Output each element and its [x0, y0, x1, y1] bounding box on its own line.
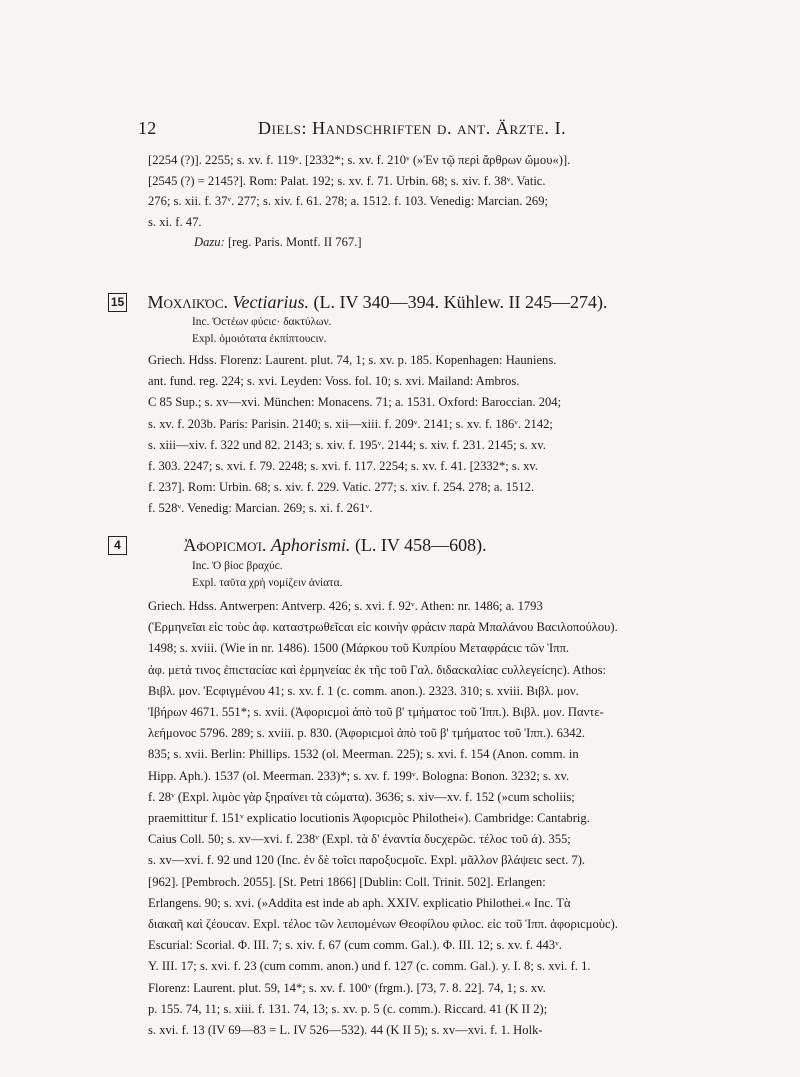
manuscript-line: διακαῆ καὶ ζέουcαν. Expl. τέλοc τῶν λειπομένων Θεοφίλου φιλοc. εἰc τοῦ Ἱππ. ἀφοριcμοὺc).: [148, 917, 618, 932]
text-line: [2254 (?)]. 2255; s. xv. f. 119ᵛ. [2332*; s. xv. f. 210ᵛ (»Ἐν τῷ περὶ ἄρθρων ὤμου«)].: [148, 153, 571, 167]
entry-4-incipit: [192, 558, 342, 592]
manuscript-line: 835; s. xvii. Berlin: Phillips. 1532 (ol. Meerman. 225); s. xvi. f. 154 (Anon. comm. in: [148, 747, 579, 762]
entry-number-box: 15: [108, 293, 127, 312]
manuscript-line: Griech. Hdss. Antwerpen: Antverp. 426; s. xvi. f. 92ᵛ. Athen: nr. 1486; a. 1793: [148, 599, 543, 613]
entry-4-manuscripts: [148, 596, 704, 1041]
dazu-label: Dazu:: [194, 235, 225, 250]
entry-15-incipit: [192, 314, 332, 348]
manuscript-line: Florenz: Laurent. plut. 59, 14*; s. xv. f. 100ᵛ (frgm.). [73, 7. 8. 22]. 74, 1; s. xv.: [148, 980, 546, 995]
greek-title: Μοχλικόc.: [147, 292, 228, 312]
manuscript-line: Escurial: Scorial. Φ. III. 7; s. xiv. f. 67 (cum comm. Gal.). Φ. III. 12; s. xv. f. 443ᵛ.: [148, 938, 562, 953]
page-number: 12: [138, 118, 157, 138]
entry-15-heading: [108, 290, 708, 314]
latin-title: Aphorismi.: [270, 535, 351, 555]
manuscript-line: [962]. [Pembroch. 2055]. [St. Petri 1866] [Dublin: Coll. Trinit. 502]. Erlangen:: [148, 874, 546, 889]
running-title: Diels: Handschriften d. ant. Ärzte. I.: [258, 118, 567, 138]
manuscript-line: s. xv—xvi. f. 92 und 120 (Inc. ἐν δὲ τοῖcι παροξυcμοῖc. Expl. μᾶλλον βλάψειc sect. 7).: [148, 853, 586, 868]
manuscript-line: ant. fund. reg. 224; s. xvi. Leyden: Voss. fol. 10; s. xvi. Mailand: Ambros.: [148, 374, 520, 389]
manuscript-line: (Ἑρμηνεῖαι εἰc τοὺc ἀφ. καταστρωθεῖcαι εἰc κοινὴν φράcιν παρὰ Μπαλάνου Βαcιλοπούλου).: [148, 620, 618, 635]
manuscript-line: praemittitur f. 151ᵛ explicatio locutionis Ἀφοριcμὸc Philothei«). Cambridge: Cantabrig.: [148, 811, 590, 826]
manuscript-line: f. 237]. Rom: Urbin. 68; s. xiv. f. 229. Vatic. 277; s. xiv. f. 254. 278; a. 1512.: [148, 480, 535, 495]
entry-15-manuscripts: [148, 350, 704, 520]
explicit: Expl. ταῦτα χρὴ νομίζειν ἀνίατα.: [192, 577, 343, 589]
manuscript-line: Υ. III. 17; s. xvi. f. 23 (cum comm. anon.) und f. 127 (c. comm. Gal.). y. I. 8; s. xvi. f. 1.: [148, 959, 591, 974]
continuation-block: [148, 150, 704, 253]
manuscript-line: p. 155. 74, 11; s. xiii. f. 131. 74, 13; s. xv. p. 5 (c. comm.). Riccard. 41 (K II 2);: [148, 1001, 548, 1016]
latin-title: Vectiarius.: [232, 292, 309, 312]
manuscript-line: f. 28ᵛ (Expl. λιμὸc γὰρ ξηραίνει τὰ cώματα). 3636; s. xiv—xv. f. 152 (»cum scholiis;: [148, 789, 575, 804]
manuscript-line: 1498; s. xviii. (Wie in nr. 1486). 1500 (Μάρκου τοῦ Κυπρίου Μεταφράcιc τῶν Ἱππ.: [148, 641, 570, 656]
greek-title: Ἀφοριcμοί.: [183, 535, 267, 555]
text-line: [2545 (?) = 2145?]. Rom: Palat. 192; s. xv. f. 71. Urbin. 68; s. xiv. f. 38ᵛ. Vatic.: [148, 173, 546, 188]
text-line: s. xi. f. 47.: [148, 214, 202, 229]
manuscript-line: s. xv. f. 203b. Paris: Parisin. 2140; s. xii—xiii. f. 209ᵛ. 2141; s. xv. f. 186ᵛ. 2142;: [148, 416, 553, 431]
manuscript-line: Hipp. Aph.). 1537 (ol. Meerman. 233)*; s. xv. f. 199ᵛ. Bologna: Bonon. 3232; s. xv.: [148, 768, 570, 783]
manuscript-line: C 85 Sup.; s. xv—xvi. München: Monacens. 71; a. 1531. Oxford: Baroccian. 204;: [148, 395, 562, 410]
manuscript-line: Caius Coll. 50; s. xv—xvi. f. 238ᵛ (Expl. τὰ δ' ἐναντία δυcχερῶc. τέλοc τοῦ ά). 355;: [148, 832, 571, 847]
manuscript-line: s. xiii—xiv. f. 322 und 82. 2143; s. xiv. f. 195ᵛ. 2144; s. xiv. f. 231. 2145; s. xv.: [148, 437, 546, 452]
manuscript-line: Griech. Hdss. Florenz: Laurent. plut. 74, 1; s. xv. p. 185. Kopenhagen: Hauniens.: [148, 353, 557, 367]
manuscript-line: f. 528ᵛ. Venedig: Marcian. 269; s. xi. f. 261ᵛ.: [148, 501, 373, 516]
explicit: Expl. ὁμοιότατα ἐκπίπτουcιν.: [192, 333, 327, 345]
entry-number-box: 4: [108, 536, 127, 555]
incipit: Inc. Ὁ βίοc βραχύc.: [192, 560, 283, 572]
text-line: 276; s. xii. f. 37ᵛ. 277; s. xiv. f. 61. 278; a. 1512. f. 103. Venedig: Marcian. 269;: [148, 194, 549, 209]
dazu-text: [reg. Paris. Montf. II 767.]: [227, 235, 362, 250]
dazu-line: [148, 232, 704, 253]
entry-4-heading: [108, 533, 708, 557]
reference-range: (L. IV 340—394. Kühlew. II 245—274).: [313, 292, 608, 312]
manuscript-line: Ἰβήρων 4671. 551*; s. xvii. (Ἀφοριcμοὶ ἀπὸ τοῦ β' τμήματοc τοῦ Ἱππ.). Βιβλ. μον. Παντε-: [148, 705, 604, 720]
manuscript-line: f. 303. 2247; s. xvi. f. 79. 2248; s. xvi. f. 117. 2254; s. xv. f. 41. [2332*; s. xv.: [148, 459, 539, 474]
manuscript-line: ἀφ. μετά τινος ἐπιcταcίαc καὶ ἑρμηνείαc ἐκ τῆc τοῦ Γαλ. διδαcκαλίαc cυλλεγείcηc). Athos:: [148, 662, 606, 677]
reference-range: (L. IV 458—608).: [354, 535, 487, 555]
manuscript-line: λεήμονοc 5796. 289; s. xviii. p. 830. (Ἀφοριcμοὶ ἀπὸ τοῦ β' τμήματοc τοῦ Ἱππ.). 6342.: [148, 726, 586, 741]
manuscript-line: Βιβλ. μον. Ἐcφιγμένου 41; s. xv. f. 1 (c. comm. anon.). 2323. 310; s. xviii. Βιβλ. μον.: [148, 683, 579, 698]
manuscript-line: Erlangens. 90; s. xvi. (»Addita est inde ab aph. XXIV. explicatio Philothei.« Inc. Τὰ: [148, 895, 571, 910]
incipit: Inc. Ὀcτέων φύcιc· δακτύλων.: [192, 316, 332, 328]
manuscript-line: s. xvi. f. 13 (IV 69—83 = L. IV 526—532). 44 (K II 5); s. xv—xvi. f. 1. Holk-: [148, 1023, 543, 1038]
